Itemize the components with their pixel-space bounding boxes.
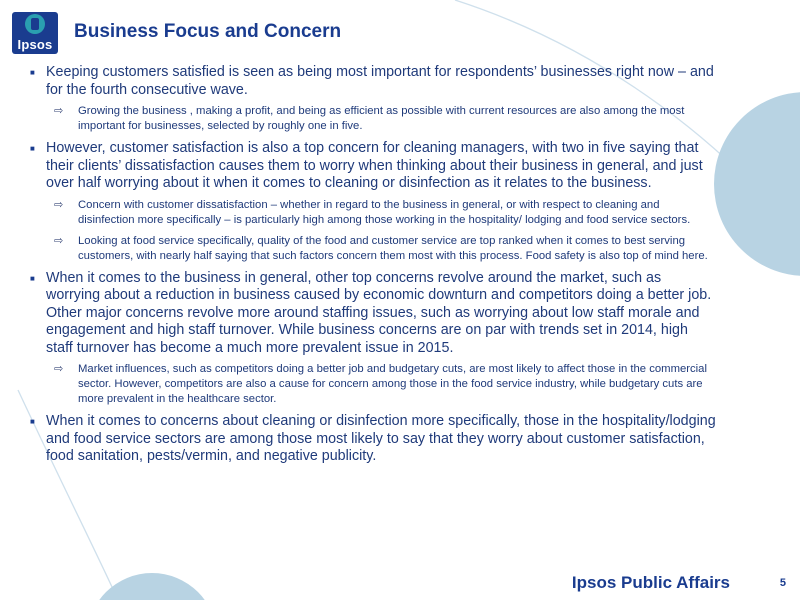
square-bullet-icon: ■ [30,273,35,283]
sub-bullet-text: Market influences, such as competitors doing a better job and budgetary cuts, are most likely to affect those in the commercial sector. However, competitors are also a cause for concern among those in the food service industry, while budgetary cuts are more prevalent in the healthcare sector. [78,363,707,405]
bullet-item [30,64,716,99]
sub-bullet-text: Growing the business , making a profit, and being as efficient as possible with current resources are also among the most important for businesses, selected by roughly one in five. [78,105,685,132]
page-number: 5 [779,577,786,589]
ipsos-logo [12,12,58,54]
logo-text: Ipsos [17,37,53,52]
decorative-circle-bottom [87,573,217,600]
sub-bullet-text: Looking at food service specifically, quality of the food and customer service are top ranked when it comes to best serving customers, with nearly half saying that such factors concern them most with this process. Food safety is also top of mind here. [78,234,708,262]
hollow-arrow-right-icon: ⇨ [54,105,64,117]
sub-bullet-text: Concern with customer dissatisfaction – whether in regard to the business in general, or with respect to cleaning and disinfection more specifically – is particularly high among those working in the hospitality/ lodging and food service sectors. [78,198,691,226]
sub-bullet-item [54,198,716,228]
bullet-text: When it comes to the business in general, other top concerns revolve around the market, such as worrying about a reduction in business caused by economic downturn and competitors doing a better job. Other major concerns revolve more around staffing issues, such as worrying about low staff morale and engagement and high staff turnover. While business concerns are on par with trends set in 2014, high staff turnover has become a much more prevalent issue in 2015. [46,269,712,356]
square-bullet-icon: ■ [30,417,35,426]
sub-bullet-item [54,104,716,134]
square-bullet-icon: ■ [30,68,35,77]
hollow-arrow-right-icon: ⇨ [54,234,64,247]
slide-body [30,64,716,469]
logo-inner-shape [31,18,39,30]
bullet-text: Keeping customers satisfied is seen as being most important for respondents’ businesses right now – and for the fourth consecutive wave. [46,64,714,98]
bullet-item [30,270,716,358]
bullet-item [30,413,716,466]
footer-brand: Ipsos Public Affairs [571,573,730,592]
slide-title: Business Focus and Concern [74,21,342,42]
hollow-arrow-right-icon: ⇨ [54,363,64,375]
hollow-arrow-right-icon: ⇨ [54,198,64,211]
decorative-circle-right [714,92,800,276]
sub-bullet-item [54,362,716,407]
bullet-text: When it comes to concerns about cleaning or disinfection more specifically, those in the hospitality/lodging and food service sectors are among those most likely to say that they worry about customer satisfaction, food sanitation, pests/vermin, and negative publicity. [46,413,716,464]
square-bullet-icon: ■ [30,144,35,153]
bullet-item [30,140,716,193]
bullet-text: However, customer satisfaction is also a top concern for cleaning managers, with two in five saying that their clients’ dissatisfaction causes them to worry when thinking about their business in general, and just over half worrying about it when it comes to cleaning or disinfection as it relates to the business. [46,140,703,191]
sub-bullet-item [54,234,716,264]
